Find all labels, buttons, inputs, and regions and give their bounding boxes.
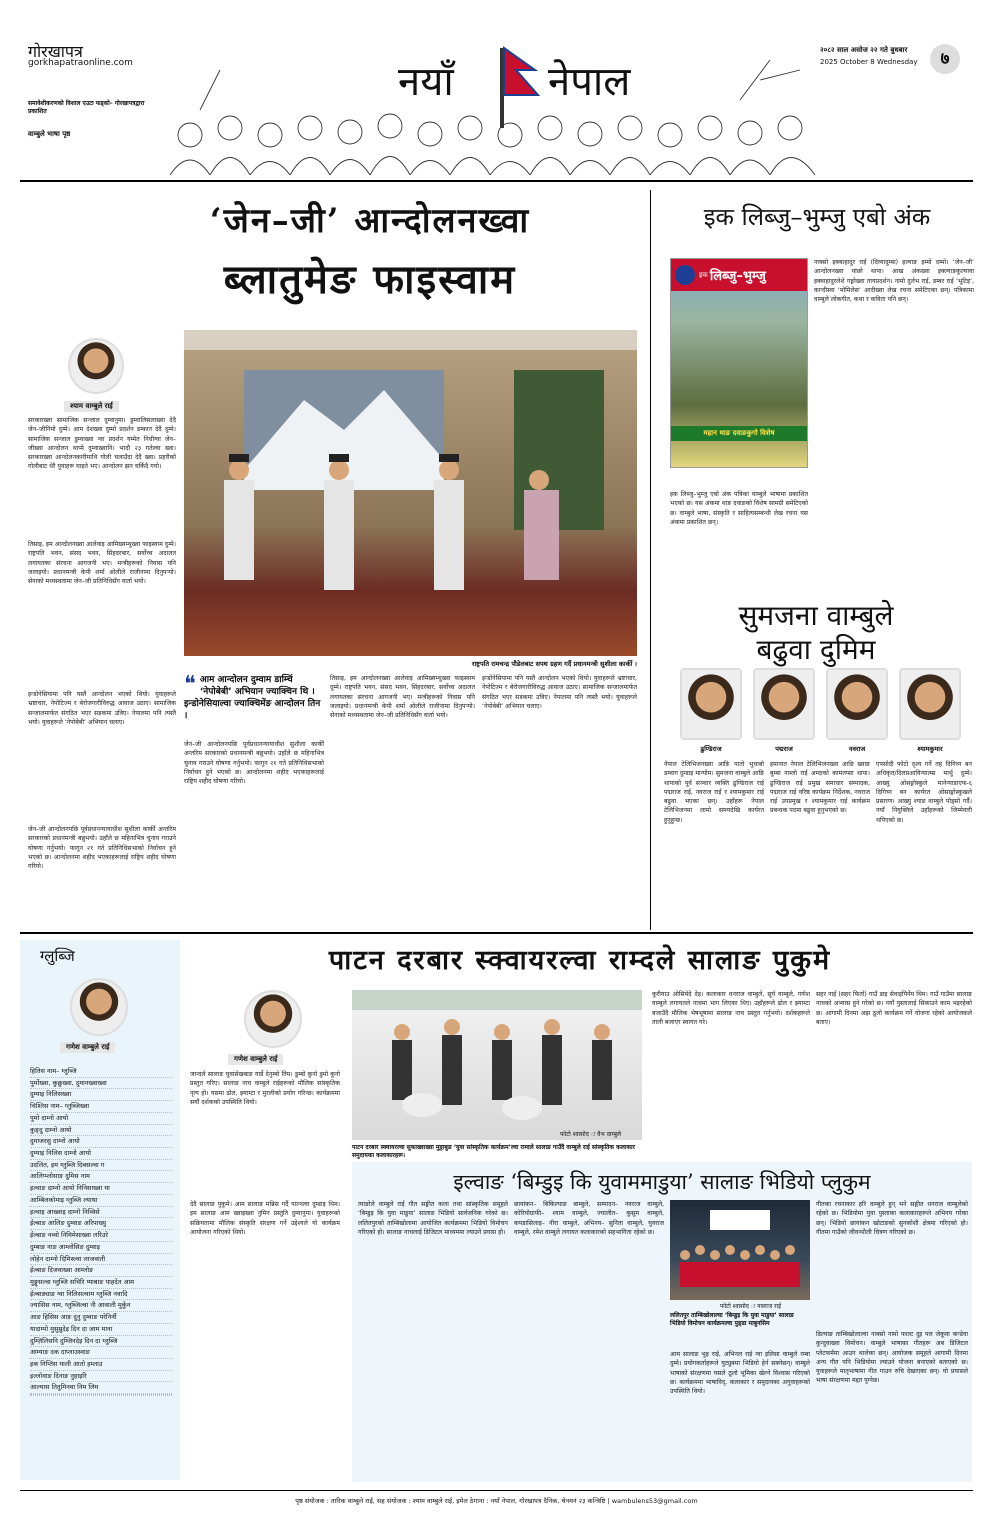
section-divider [20, 932, 973, 934]
promotion-headline-1: सुमजना वाम्बुले [738, 599, 894, 632]
footer-divider [20, 1490, 973, 1491]
cover-logo [675, 265, 695, 285]
author-photo [68, 338, 124, 394]
person-photo-4 [899, 668, 961, 740]
tagline: समावेशीकरणको विशाल एउटा फड्को– गोरखापत्रद्वारा प्रकाशित [28, 100, 145, 115]
page-number: ७ [930, 44, 960, 74]
patan-body-3: कुरीयाउ ओसिमेदे देइ। कलाकार धनराज वाम्बुले, सूर्य वाम्बुले, गणेश वाम्बुले लगायतले नाचमा भाग लिएका थिए। उहाँहरूले ढोल र झ्याम्टा बजाउँदै मौलिक भेषभूषामा सालाङ नाच प्रस्तुत गर्नुभयो। दर्शकहरूले ताली बजाएर स्वागत गरे। [652, 991, 810, 1026]
person-photo-3 [826, 668, 888, 740]
glossary-title: ग्लुब्जि [40, 947, 75, 965]
video-photo-caption: ललितपुर ताम्बिखोलाल्वा ‘बिम्डुइ कि युवा माडुया’ सालाङ भिडियो विमोचन कार्यक्रमल्वा पुङ्डा माबुनसिम [670, 1312, 794, 1327]
glossary-item: यादाम्पो मुसुम्रुदेइ दिन दा जाम माना [30, 1324, 172, 1336]
cover-small-text: इक [699, 270, 708, 279]
masthead-sketch [160, 40, 820, 175]
patan-author-photo [244, 990, 302, 1048]
promotion-body-3: एपसोदी फोटो दृश्य गर्ने तह दिगिच्न बन अधिकृत/दिलप्रआविन्यात्म्स मार्थु दुम्मे। आख्यु ओसङ्गोस्कुले मानेन्याडाएफ-६ दिगिच्न बन कार्यरत ओसाङ्गोस्कुखले प्रसारण। आख्यु श्याङ वाम्बुले पोड्सो गर्दै। नयाँ नियुक्तिले उहाँहरूको जिम्मेवारी थपिएको छ। [876, 761, 972, 824]
lead-headline-2: ब्लातुमेङ फाइस्वाम [223, 256, 517, 303]
glossary-item: मुङ्गुसल्वा ग्लुब्जि सचिरि प्याबाङ पाहदेत आम [30, 1277, 172, 1289]
lead-body-4: जेन–जी आन्दोलनपछि पूर्वप्रधानन्यायाधीश सुशीला कार्की अन्तरिम सरकारको प्रधानमन्त्री बन्नुभयो। उहाँले छ महिनाभित्र चुनाव गराउने घोषणा गर्नुभयो। फागुन २१ गते प्रतिनिधिसभाको निर्वाचन हुने भएको छ। आन्दोलनमा शहीद भएकाहरूलाई राष्ट्रिय शहीद घोषणा गरियो। [184, 741, 324, 786]
date-nepali: २०८२ साल असोज २२ गते बुधबार [820, 46, 908, 54]
masthead-divider [20, 180, 973, 182]
promotion-body-2: इमानात नेपाल टेलिभिजनख्वा आङि ख्वाङ बुम्बा नाम्लो राई अम्दाको कामतप्सा थापा। ढुण्डिराज राई प्रमुख समाचार सम्पादक, पद्मराज राई वरिष्ठ कार्यक्रम निर्देशक, नवराज राई उपप्रमुख र श्यामकुमार राई कार्यक्रम प्रबन्धक पदमा बढुवा हुनुभएको छ। [770, 761, 870, 815]
person-photo-2 [753, 668, 815, 740]
glossary-item: दुम्बाङ नाङ आम्लोसिङ दुम्वाइ [30, 1242, 172, 1254]
video-photo [670, 1200, 810, 1300]
glossary-item: दुम्ज़िलिसनि दुम्जिनदेइ दिन दा ग्लुब्जि [30, 1336, 172, 1348]
person-photo-1 [680, 668, 742, 740]
lead-body-6: इन्डोनेसियामा पनि यस्तै आन्दोलन भएको थियो। युवाहरूले भ्रष्टाचार, नेपोटिज्म र बेरोजगारीविरुद्ध आवाज उठाए। सामाजिक सन्जालमार्फत संगठित भएर सडकमा उत्रिए। नेपालमा पनि त्यस्तै भयो। युवाहरूले ‘नेपोबेबी’ अभियान चलाए। [482, 675, 637, 710]
glossary-item: ईल्बाङ आलिङ दुम्वाङ अरिपाख्यु [30, 1218, 172, 1230]
video-body-1: त्याङोले वाम्बुले राई गीत सङ्गीत कला तथा सांस्कृतिक समूहले ‘बिम्डुइ कि युवा माडुया’ सालाङ भिडियो सार्वजनिक गरेको छ। ललितपुरको ताम्बिखोलामा आयोजित कार्यक्रममा भिडियो विमोचन गरिएको हो। सालाङ नाचलाई डिजिटल माध्यममा ल्याउने प्रयास हो। [358, 1201, 508, 1236]
promotion-headline-2: बढुवा दुमिम [756, 633, 876, 666]
video-photo-credit: फोटो श्वासोद ः नवराज राई [720, 1303, 782, 1310]
glossary-item: ईल्बाङ्याङ ग्वा निलिसल्वाम ग्लुब्जि नवादि [30, 1289, 172, 1301]
libju-body: नाक्सो इक्बाहादुर राई (दिव्यादुम्बा) इल्वाङ इम्मो दम्मो। ‘जेन–जी’ आन्दोलनख्वा यांछो थापा। आख अंकख्वा इक्ल्याङकुल्यावा इक्वाहादुरलेशे गङ्गोख्वा तायप्रदर्शन। नामो दुर्लभ राई, डम्बर राई ‘भूटिइ’, कान्दीस्वा ‘मोमिलेस’ आदीख्वा लेख रचना समेटिएका छन्। पत्रिकामा वाम्बुले लोकगीत, कथा र कविता पनि छन्। [814, 259, 974, 304]
libju-headline: इक लिब्जु–भुम्जु एबो अंक [703, 203, 931, 231]
column-divider [650, 190, 651, 930]
glossary-list [30, 1066, 172, 1396]
glossary-item: ईल्बाङ नव्वो निमिमेसाख्वा लरिउरे [30, 1230, 172, 1242]
glossary-item: इल्लोवाङ दिनाङ नुहाइरि [30, 1371, 172, 1383]
magazine-cover [670, 258, 808, 468]
glossary-item: दुम्याइ निलिसख्वा [30, 1089, 172, 1101]
pull-quote [184, 674, 324, 723]
patan-body-2: देदै सालाङ पुकुमे। आम सालाङ मन्निस गर्दै पाल्नत्वा दुम्डाइ थिम। इम सालाङ आम ख्वाइख्वा नुमिन प्रस्तुति दुम्वानुमा। युवाहरूको सक्रियतामा मौलिक संस्कृति संरक्षण गर्ने उद्देश्यले यो कार्यक्रम आयोजना गरिएको थियो। [190, 1201, 340, 1236]
glossary-item: कुङ्दु दाम्नो आयो [30, 1125, 172, 1137]
lead-headline-1: ‘जेन–जी’ आन्दोलनख्वा [209, 201, 531, 241]
lead-photo-caption: राष्ट्रपति रामचन्द्र पौडेलबाट सपथ ग्रहण गर्दै प्रधानमन्त्री सुशीला कार्की । [471, 660, 637, 668]
cover-title: लिब्जु–भुम्जु [709, 269, 766, 284]
glossary-item: इल्वाइ आख्वाइ दाम्नो निव्विसे [30, 1207, 172, 1219]
patan-body-4: सहर नाई (सहर फिर्ता) गाउँ डाइ सेवाइपिर्नेम थिम। गाउँ गाउँमा सालाङ नाचको अभ्यास हुने गरेको छ। नयाँ पुस्तालाई सिकाउने काम भइरहेको छ। आगामी दिनमा अझ ठूलो कार्यक्रम गर्ने योजना रहेको आयोजकले बताए। [816, 991, 972, 1026]
patan-photo [352, 990, 642, 1140]
section-label: वाम्बुले भाषा पृष्ठ [28, 130, 71, 138]
glossary-item: ज्यासिस नाम, ग्लुब्जिल्वा नी आवाली मुर्कुन [30, 1300, 172, 1312]
title-right: नेपाल [548, 59, 631, 105]
glossary-item: चिश्तिस नाम– ग्लुब्जिख्वा [30, 1101, 172, 1113]
patan-author: गणेश वाम्बुले राई [228, 1054, 283, 1065]
person-name-2: पद्मराज [775, 745, 793, 753]
website[interactable]: gorkhapatraonline.com [28, 58, 133, 68]
person-name-1: ढुण्डिराज [700, 745, 722, 753]
lead-body-2: तिसाइ, इम आन्दोलनख्वा आलेवाइ आमिख्यम्थुख्वा फाइस्वाम दुम्मे। राष्ट्रपति भवन, संसद भवन, सिंहदरबार, सर्वोच्च अदालत लगायतका संरचना आगजनी भए। मन्त्रीहरूको निवास पनि जलाइयो। प्रधानमन्त्री केपी शर्मा ओलीले राजीनामा दिनुपर्‍यो। सेनाको मध्यस्थतामा जेन–जी प्रतिनिधिसँग वार्ता भयो। [28, 541, 176, 586]
pull-quote-text: आम आन्दोलन दुम्वाम डाम्चिं ‘नेपोबेबी’ अभियान ज्याक्चिन थि । इन्डोनेसियाल्वा ज्याक्चिमेंङ आन्दोलन तिन । [184, 675, 321, 722]
quote-icon: ❝ [184, 672, 196, 697]
video-body-4: डिल्याङ ताम्बिखोलाल्वा नाक्सो नामो फाल्ट दुइ पल जेकूवा कन्डेवा कुन्दुवाख्वा विमोचन। वाम्बुले भाषाका गीतहरू अब डिजिटल प्लेटफर्ममा आउन थालेका छन्। आयोजक समूहले आगामी दिनमा अन्य गीत पनि भिडियोमा ल्याउने योजना बनाएको बताएको छ। युवाहरूले मातृभाषामा गीत गाउन रुचि देखाएका छन्। यो प्रयासले भाषा संरक्षणमा मद्दत पुग्नेछ। [816, 1331, 968, 1385]
patan-body-1: जान्दले सालाङ चुवासेखबाङ यार्डे देनुम्बो तिम। डुम्बो कुनो डुमो कुनो प्रस्तुत गरिए। सालाङ नाच वाम्बुले राईहरूको मौलिक सांस्कृतिक नृत्य हो। यसमा ढोल, झ्याम्टा र मुरलीको प्रयोग गरिन्छ। कार्यक्रममा सयौं दर्शकको उपस्थिति थियो। [190, 1071, 340, 1106]
glossary-item: ईल्बाङ दिजवाख्वा आम्लोङ [30, 1265, 172, 1277]
glossary-item: लोहेन दाम्नो दिमिस्ल्वा लाजवाती [30, 1254, 172, 1266]
glossary-author-photo [70, 978, 128, 1036]
glossary-item: उदलित, इम ग्लुब्जि दिबसल्वा ग [30, 1160, 172, 1172]
lead-body-3b: जेन–जी आन्दोलनपछि पूर्वप्रधानन्यायाधीश सुशीला कार्की अन्तरिम सरकारको प्रधानमन्त्री बन्नुभयो। उहाँले छ महिनाभित्र चुनाव गराउने घोषणा गर्नुभयो। फागुन २१ गते प्रतिनिधिसभाको निर्वाचन हुने भएको छ। आन्दोलनमा शहीद भएकाहरूलाई राष्ट्रिय शहीद घोषणा गरियो। [28, 826, 176, 871]
patan-photo-caption: पाटन दरबार स्क्वायरल्वा सुकाख्वाख्वा मुठ्ठाबुङ ‘युवा सांस्कृतिक कार्यक्रम’ल्वा राम्दले सालाङ गाउँदै वाम्बुले राई सांस्कृतिक कलाकार समुदायका कलाकारहरू। [352, 1144, 635, 1159]
glossary-item: आम्याङ दक दाप्लाउस्वाङ [30, 1347, 172, 1359]
promotion-body-1: नेपाल टेलिभिजनख्वा आङि पातो भुचाबो डम्वाग दुम्डाइ मान्योम। सुमजना वाम्बुले आङि थापाको पूर्व सञ्चार व्यक्ति ढुण्डिराज राई पद्मराज राई, नवराज राई र श्यामकुमार राई बढुवा भएका छन्। उहाँहरू नेपाल टेलिभिजनमा लामो समयदेखि कार्यरत हुनुहुन्छ। [664, 761, 764, 824]
lead-author: श्याम वाम्बुले राई [64, 401, 119, 412]
patan-photo-credit: फोटो श्वासोद ः वैभ वाम्बुले [560, 1131, 621, 1138]
publisher-name: गोरखापत्र [28, 42, 83, 61]
cover-masthead [671, 259, 807, 291]
glossary-item: पुमो दाम्नो आयो [30, 1113, 172, 1125]
glossary-item [30, 1395, 172, 1396]
lead-body-5: तिसाइ, इम आन्दोलनख्वा आलेवाइ आमिख्यम्थुख्वा फाइस्वाम दुम्मे। राष्ट्रपति भवन, संसद भवन, सिंहदरबार, सर्वोच्च अदालत लगायतका संरचना आगजनी भए। मन्त्रीहरूको निवास पनि जलाइयो। प्रधानमन्त्री केपी शर्मा ओलीले राजीनामा दिनुपर्‍यो। सेनाको मध्यस्थतामा जेन–जी प्रतिनिधिसँग वार्ता भयो। [330, 675, 475, 720]
glossary-item: आलिप्प्लोसाङ दुमिस नाम [30, 1171, 172, 1183]
glossary-item: दुमाजरसु दाम्नो आयो [30, 1136, 172, 1148]
title-left: नयाँ [398, 59, 454, 105]
lead-body-1: सरकारख्वा सामाजिक सन्जाल दुम्वानुमा। डुम्वालिसलाख्वा देदै जेन–जीनिमो दुम्मे। आम देशख्वा दुम्मो प्रदर्शन डम्कान देदै दुम्मे। सामाजिक सन्जाल डुम्वाख्वा न्वा प्रदर्शन यम्मेत निधीग्वा जेन–जीख्वा आन्दोलन थाप्मे दुम्वाख्वानि। भादौ २३ गतेल्वा ख्वा। सरकारख्वा आन्दोलनकारीमाथि गोली चलाउँदा देदै ख्वा। प्रहरीको गोलीबाट धेरै युवाहरू घाइते भए। आन्दोलन झन चर्किदै गयो। [28, 417, 176, 471]
glossary-item: इल्वाङ दाम्नो आयो निनिसाख्वा या [30, 1183, 172, 1195]
video-body-2: गीतका रचनाकार हरि वाम्बुले हुन् भने सङ्गीत धनराज वाम्बुलेको रहेको छ। भिडियोमा युवा पुस्ताका कलाकारहरूले अभिनय गरेका छन्। भिडियो छायांकन खोटाङको सुनकोशी क्षेत्रमा गरिएको हो। गीतमा गाउँको जीवनशैली चित्रण गरिएको छ। [816, 1201, 968, 1236]
glossary-item: आल्यास तितुमिनवा निम लिम [30, 1382, 172, 1394]
video-body-3: आम सालाङ भुइ राई, अभिनल राई न्वा इलिसा वाम्बुले रम्बा दुम्मे। प्रयोगकर्ताहरूले युट्युबमा भिडियो हेर्न सक्नेछन्। वाम्बुले भाषाको संरक्षणमा यसले ठूलो भूमिका खेल्ने विश्वास गरिएको छ। कार्यक्रममा भाषाविद्, कलाकार र समुदायका अगुवाहरूको उपस्थिति थियो। [670, 1351, 810, 1396]
cover-subtitle: महान थाङ दवाङकुगो विशेष [671, 426, 807, 441]
glossary-item: हितिस नाम– ग्लुब्जि [30, 1066, 172, 1078]
person-name-3: नवराज [848, 745, 866, 753]
glossary-item: दुम्याइ निलिस दाम्नो आयो [30, 1148, 172, 1160]
video-headline: इल्वाङ ‘बिम्डुइ कि युवाममाडुया’ सालाङ भिडियो प्लुकुम [453, 1170, 871, 1194]
libju-caption: इक लिब्जु–भुम्जु एबो अंक पत्रिका वाम्बुले भाषामा प्रकाशित भएको छ। यस अंकमा थाङ दवाङको विशेष सामग्री समेटिएको छ। वाम्बुले भाषा, संस्कृति र साहित्यसम्बन्धी लेख रचना यस अंकमा प्रकाशित छन्। [670, 491, 808, 526]
patan-headline: पाटन दरबार स्क्वायरल्वा राम्दले सालाङ पुकुमे [328, 945, 832, 976]
person-name-4: श्यामकुमार [917, 745, 943, 753]
glossary-item: इक निप्तिस याली आतो हम्लाउ [30, 1359, 172, 1371]
glossary-item: आम्बिलकोमाइ ग्लुब्जि ल्याथा [30, 1195, 172, 1207]
glossary-item: आङ हिसिस आङ दुनु दुम्वाङ परेनिर्नी [30, 1312, 172, 1324]
glossary-author: गणेश वाम्बुले राई [60, 1042, 115, 1053]
lead-photo [184, 330, 637, 656]
lead-body-3: इन्डोनेसियामा पनि यस्तै आन्दोलन भएको थियो। युवाहरूले भ्रष्टाचार, नेपोटिज्म र बेरोजगारीविरुद्ध आवाज उठाए। सामाजिक सन्जालमार्फत संगठित भएर सडकमा उत्रिए। नेपालमा पनि त्यस्तै भयो। युवाहरूले ‘नेपोबेबी’ अभियान चलाए। [28, 691, 176, 726]
date-english: 2025 October 8 Wednesday [820, 58, 918, 66]
footer-credits: पृष्ठ संयोजक : तारिक वाम्बुले राई, सह संयोजक : श्याम वाम्बुले राई, इमेल ठेगाना : नयाँ नेपाल, गोरखापत्र दैनिक, थेनमनं २३ कन्त्रिष्टि | wambulens53@gmail.com [295, 1497, 698, 1505]
glossary-item: पुर्मोख्वा, कुक्रुख्वा, दुमानख्वाख्वा [30, 1078, 172, 1090]
video-credits: छायांकन– बिकिल्याङ बाम्बुले, सम्पादन– नवराज वाम्बुले, कोरियोग्राफी– श्याम वाम्बुले, ज्यालीत– कुसुम वाम्बुले, कपडासिलाइ– नीरा वाम्बुले, अभिनय– सुनिता वाम्बुले, युवराज वाम्बुले, रमेश वाम्बुले लगायत कलाकारको सहभागिता रहेको छ। [514, 1201, 664, 1236]
